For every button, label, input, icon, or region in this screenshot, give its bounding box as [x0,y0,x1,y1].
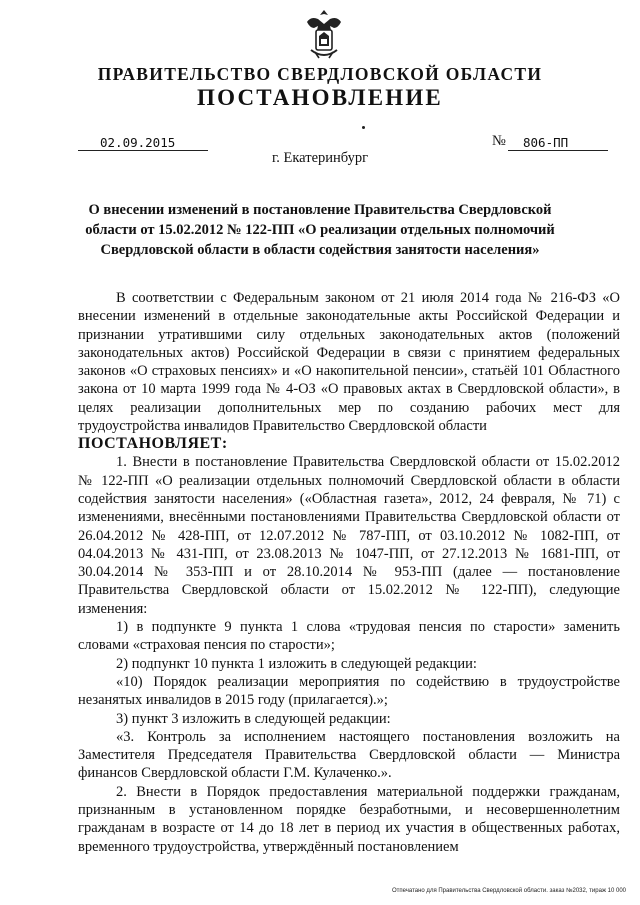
print-footer: Отпечатано для Правительства Свердловской области. заказ №2032, тираж 10 000 [391,888,626,894]
title-line: области от 15.02.2012 № 122-ПП «О реализации отдельных полномочий [85,222,555,238]
title-line: О внесении изменений в постановление Правительства Свердловской [88,202,552,218]
document-type-heading: ПОСТАНОВЛЕНИЕ [197,85,443,110]
preamble-paragraph: В соответствии с Федеральным законом от 21 июля 2014 года № 216-ФЗ «О внесении изменений в отдельные законодательные акты Российской Федерации и признании утратившими силу отдельных законодательных актов (положений законодательных актов) Российской Федерации в связи с принятием федеральных законов «О страховых пенсиях» и «О накопительной пенсии», статьёй 101 Областного закона от 10 марта 1999 года № 4-ОЗ «О правовых актах в Свердловской области», в целях реализации дополнительных мер по созданию рабочих мест для трудоустройства инвалидов Правительство Свердловской области [78,290,620,435]
stamp-dot [362,126,365,129]
document-title [80,200,560,260]
body-paragraph: 2. Внести в Порядок предоставления материальной поддержки гражданам, признанным в установленном порядке безработными, и несовершеннолетним гражданам в возрасте от 14 до 18 лет в период их участия в общественных работах, временного трудоустройства, утверждённый постановлением [78,783,620,855]
body-paragraph: 3) пункт 3 изложить в следующей редакции: [116,710,391,727]
document-date: 02.09.2015 [100,135,176,150]
government-heading: ПРАВИТЕЛЬСТВО СВЕРДЛОВСКОЙ ОБЛАСТИ [97,64,543,84]
title-line: Свердловской области в области содействия занятости населения» [100,242,540,258]
coat-of-arms-emblem-icon [301,6,347,62]
number-sign: № [492,133,506,149]
city-line: г. Екатеринбург [271,150,369,166]
document-body [78,289,620,856]
body-paragraph: «3. Контроль за исполнением настоящего постановления возложить на Заместителя Председателя Правительства Свердловской области — Министра финансов Свердловской области Г.М. Кулаченко.». [78,728,620,782]
body-paragraph: 1. Внести в постановление Правительства Свердловской области от 15.02.2012 № 122-ПП «О реализации отдельных полномочий Свердловской области в области содействия занятости населения» («Областная газета», 2012, 24 февраля, № 71) с изменениями, внесёнными постановлениями Правительства Свердловской области от 26.04.2012 № 428-ПП, от 12.07.2012 № 787-ПП, от 03.10.2012 № 1082-ПП, от 04.04.2013 № 431-ПП, от 23.08.2013 № 1047-ПП, от 27.12.2013 № 1681-ПП, от 30.04.2014 № 353-ПП и от 28.10.2014 № 953-ПП (далее — постановление Правительства Свердловской области от 15.02.2012 № 122-ПП), следующие изменения: [78,454,620,617]
resolves-heading: ПОСТАНОВЛЯЕТ: [78,435,228,453]
body-paragraph: 1) в подпункте 9 пункта 1 слова «трудовая пенсия по старости» заменить словами «страховая пенсия по старости»; [78,619,620,654]
body-paragraph: 2) подпункт 10 пункта 1 изложить в следующей редакции: [116,655,477,672]
document-number: 806-ПП [523,135,569,150]
body-paragraph: «10) Порядок реализации мероприятия по содействию в трудоустройстве незанятых инвалидов в 2015 году (прилагается).»; [78,673,620,709]
